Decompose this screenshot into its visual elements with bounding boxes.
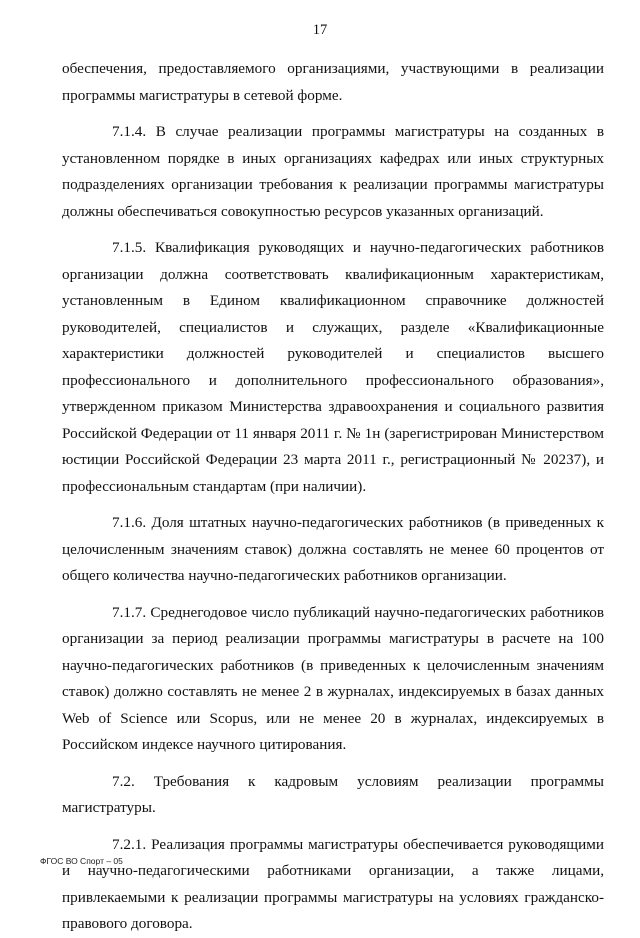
document-footer: ФГОС ВО Спорт – 05	[40, 856, 123, 866]
paragraph-7-1-4: 7.1.4. В случае реализации программы магистратуры на созданных в установленном порядке в иных организациях кафедрах или иных структурных подразделениях организации требования к реализации программы магистратуры должны обеспечиваться совокупностью ресурсов указанных организаций.	[62, 123, 604, 220]
paragraph-7-2-1: 7.2.1. Реализация программы магистратуры обеспечивается руководящими и научно-педагогическими работниками организации, а также лицами, привлекаемыми к реализации программы магистратуры на условиях гражданско-правового договора.	[62, 835, 604, 932]
paragraph-7-1-6: 7.1.6. Доля штатных научно-педагогических работников (в приведенных к целочисленным значениям ставок) должна составлять не менее 60 процентов от общего количества научно-педагогических работников организации.	[62, 514, 604, 584]
document-body	[62, 56, 604, 938]
paragraph-7-1-5: 7.1.5. Квалификация руководящих и научно-педагогических работников организации должна соответствовать квалификационным характеристикам, установленным в Едином квалификационном справочнике должностей руководителей, специалистов и служащих, разделе «Квалификационные характеристики должностей руководителей и специалистов высшего профессионального и дополнительного профессионального образования», утвержденном приказом Министерства здравоохранения и социального развития Российской Федерации от 11 января 2011 г. № 1н (зарегистрирован Министерством юстиции Российской Федерации 23 марта 2011 г., регистрационный № 20237), и профессиональным стандартам (при наличии).	[62, 239, 604, 495]
page-number: 17	[312, 22, 328, 38]
paragraph-continuation: обеспечения, предоставляемого организациями, участвующими в реализации программы магистратуры в сетевой форме.	[62, 60, 604, 104]
paragraph-7-2: 7.2. Требования к кадровым условиям реализации программы магистратуры.	[62, 772, 604, 816]
paragraph-7-1-7: 7.1.7. Среднегодовое число публикаций научно-педагогических работников организации за период реализации программы магистратуры в расчете на 100 научно-педагогических работников (в приведенных к целочисленным значениям ставок) должно составлять не менее 2 в журналах, индексируемых в базах данных Web of Science или Scopus, или не менее 20 в журналах, индексируемых в Российском индексе научного цитирования.	[62, 603, 604, 753]
